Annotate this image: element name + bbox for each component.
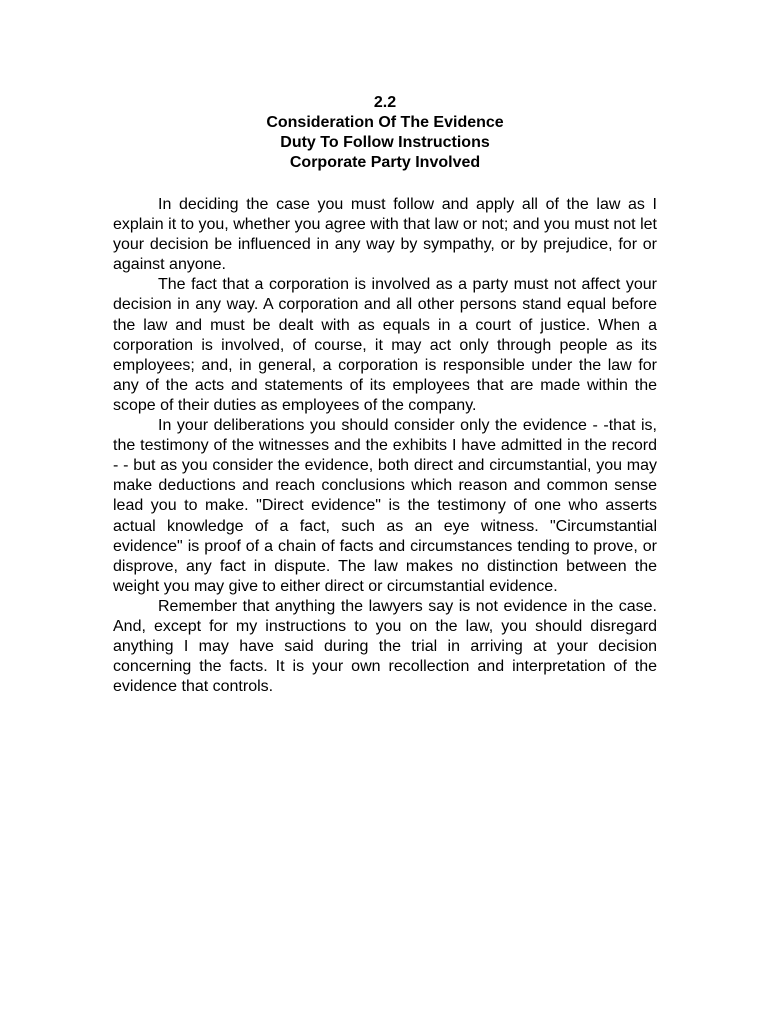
paragraph-lawyers-statements: Remember that anything the lawyers say is not evidence in the case. And, except for my instructions to you on the law, you should disregard anything I may have said during the trial in arriving at your decision concerning the facts. It is your own recollection and interpretation of the evidence that controls. <box>113 597 657 696</box>
document-body <box>113 195 657 697</box>
paragraph-follow-law: In deciding the case you must follow and apply all of the law as I explain it to you, whether you agree with that law or not; and you must not let your decision be influenced in any way by sympathy, or by prejudice, for or against anyone. <box>113 196 657 274</box>
section-number: 2.2 <box>373 94 397 111</box>
paragraph-corporate-party: The fact that a corporation is involved as a party must not affect your decision in any way. A corporation and all other persons stand equal before the law and must be dealt with as equals in a court of justice. When a corporation is involved, of course, it may act only through people as its employees; and, in general, a corporation is responsible under the law for any of the acts and statements of its employees that are made within the scope of their duties as employees of the company. <box>113 276 657 414</box>
document-heading <box>113 93 657 173</box>
title-line-1: Consideration Of The Evidence <box>266 114 504 131</box>
title-line-2: Duty To Follow Instructions <box>280 134 490 151</box>
title-line-3: Corporate Party Involved <box>289 154 481 171</box>
paragraph-evidence: In your deliberations you should consider only the evidence - -that is, the testimony of the witnesses and the exhibits I have admitted in the record - - but as you consider the evidence, both direct and circumstantial, you may make deductions and reach conclusions which reason and common sense lead you to make. "Direct evidence" is the testimony of one who asserts actual knowledge of a fact, such as an eye witness. "Circumstantial evidence" is proof of a chain of facts and circumstances tending to prove, or disprove, any fact in dispute. The law makes no distinction between the weight you may give to either direct or circumstantial evidence. <box>113 417 657 595</box>
